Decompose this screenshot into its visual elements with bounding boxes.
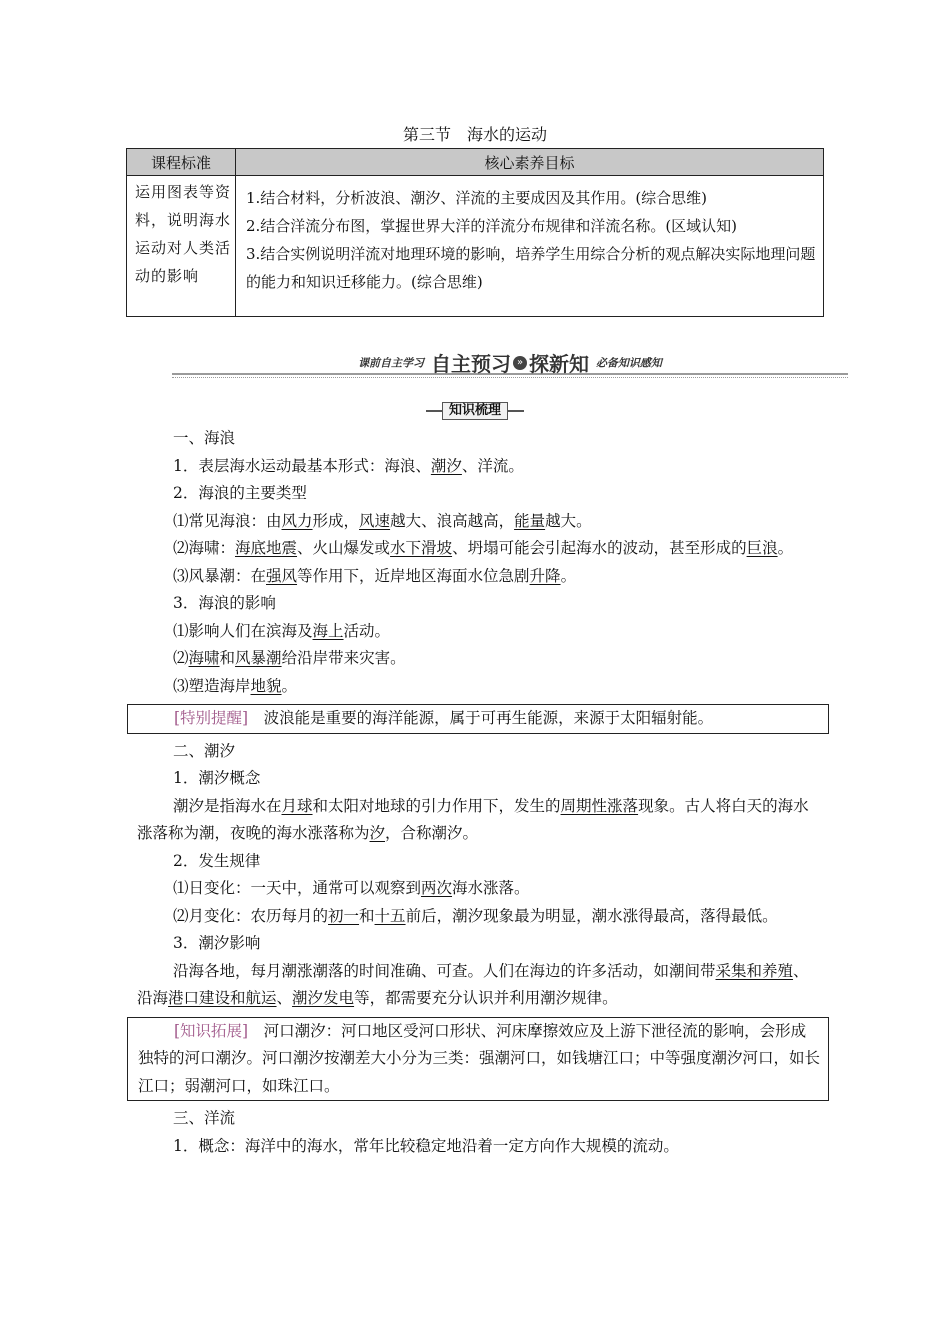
- extension-tag: [知识拓展]: [174, 1021, 249, 1040]
- goal-item: 2.结合洋流分布图，掌握世界大洋的洋流分布规律和洋流名称。(区域认知): [246, 217, 738, 235]
- curriculum-table: [126, 148, 824, 317]
- goal-item: 3.结合实例说明洋流对地理环境的影响，培养学生用综合分析的观点解决实际地理问题的能力和知识迁移能力。(综合思维): [246, 245, 816, 291]
- paragraph: 3．潮汐影响: [173, 934, 261, 952]
- badge-label: 知识梳理: [442, 402, 508, 420]
- paragraph: ⑵海啸：海底地震、火山爆发或水下滑坡、坍塌可能会引起海水的波动，甚至形成的巨浪。: [173, 539, 794, 557]
- extension-text: 河口潮汐：河口地区受河口形状、河床摩擦效应及上游下泄径流的影响，会形成独特的河口潮汐。河口潮汐按潮差大小分为三类：强潮河口，如钱塘江口；中等强度潮汐河口，如长江口；弱潮河口，如珠江口。: [138, 1021, 821, 1095]
- arrow-icon: »: [513, 356, 527, 370]
- paragraph: ⑶风暴潮：在强风等作用下，近岸地区海面水位急剧升降。: [173, 566, 577, 585]
- table-header-standard: 课程标准: [127, 149, 236, 176]
- banner-main-right: 探新知: [529, 352, 589, 376]
- paragraph: ⑴日变化：一天中，通常可以观察到两次海水涨落。: [173, 879, 530, 897]
- paragraph: 3．海浪的影响: [173, 594, 276, 612]
- main-content: [137, 425, 821, 1160]
- badge-rule-right: [508, 410, 524, 412]
- banner-rule-dotted: [172, 377, 848, 378]
- paragraph: 1．潮汐概念: [173, 769, 261, 787]
- paragraph: ⑴影响人们在滨海及海上活动。: [173, 621, 391, 640]
- page-title: 第三节 海水的运动: [402, 125, 547, 144]
- paragraph: 沿海各地，每月潮涨潮落的时间准确、可查。人们在海边的许多活动，如潮间带采集和养殖、沿海港口建设和航运、潮汐发电等，都需要充分认识并利用潮汐规律。: [137, 961, 809, 1007]
- banner-main-left: 自主预习: [431, 352, 511, 376]
- section-heading-currents: 三、洋流: [173, 1109, 236, 1127]
- section-banner: [172, 348, 848, 380]
- table-row: [127, 176, 824, 317]
- banner-right-caption: 必备知识感知: [595, 356, 662, 370]
- banner-left-caption: 课前自主学习: [358, 356, 425, 370]
- section-heading-tides: 二、潮汐: [173, 741, 236, 760]
- knowledge-badge: [0, 401, 950, 420]
- table-cell-standard: 运用图表等资料，说明海水运动对人类活动的影响: [127, 176, 236, 317]
- special-reminder-box: [127, 704, 829, 734]
- table-header-row: [127, 149, 824, 176]
- reminder-tag: [特别提醒]: [174, 709, 249, 727]
- paragraph: ⑴常见海浪：由风力形成，风速越大、浪高越高，能量越大。: [173, 511, 592, 530]
- section-heading-waves: 一、海浪: [173, 429, 236, 447]
- banner-text: [172, 348, 848, 377]
- goal-item: 1.结合材料，分析波浪、潮汐、洋流的主要成因及其作用。(综合思维): [246, 189, 708, 207]
- paragraph: 2．发生规律: [173, 851, 261, 870]
- badge-rule-left: [426, 410, 442, 412]
- knowledge-extension-box: [127, 1017, 829, 1102]
- reminder-text: 波浪能是重要的海洋能源，属于可再生能源，来源于太阳辐射能。: [248, 709, 714, 727]
- paragraph: ⑵月变化：农历每月的初一和十五前后，潮汐现象最为明显，潮水涨得最高，落得最低。: [173, 906, 778, 925]
- table-cell-goals: [236, 176, 824, 317]
- paragraph: 1．概念：海洋中的海水，常年比较稳定地沿着一定方向作大规模的流动。: [173, 1136, 679, 1155]
- paragraph: ⑵海啸和风暴潮给沿岸带来灾害。: [173, 649, 406, 667]
- table-header-goals: 核心素养目标: [236, 149, 824, 176]
- paragraph: 潮汐是指海水在月球和太阳对地球的引力作用下，发生的周期性涨落现象。古人将白天的海水涨落称为潮，夜晚的海水涨落称为汐，合称潮汐。: [137, 796, 809, 842]
- paragraph: 2．海浪的主要类型: [173, 484, 307, 502]
- paragraph: 1．表层海水运动最基本形式：海浪、潮汐、洋流。: [173, 456, 524, 475]
- paragraph: ⑶塑造海岸地貌。: [173, 676, 298, 695]
